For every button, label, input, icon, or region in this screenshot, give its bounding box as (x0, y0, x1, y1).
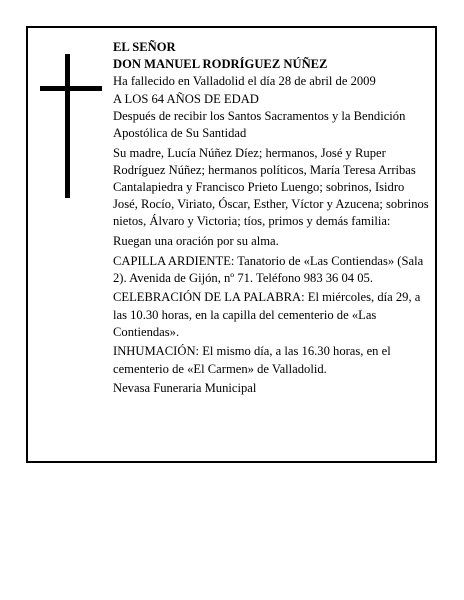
deceased-name: DON MANUEL RODRÍGUEZ NÚÑEZ (113, 57, 328, 72)
cross-horizontal-bar (40, 86, 102, 91)
death-date: Ha fallecido en Valladolid el día 28 de abril de 2009 (113, 74, 376, 89)
funeral-home: Nevasa Funeraria Municipal (113, 381, 257, 396)
cross-vertical-bar (65, 54, 70, 198)
age-statement: A LOS 64 AÑOS DE EDAD (113, 91, 259, 106)
burial-info: INHUMACIÓN: El mismo día, a las 16.30 horas, en el cementerio de «El Carmen» de Valladolid. (113, 344, 391, 376)
ceremony-info: CELEBRACIÓN DE LA PALABRA: El miércoles, día 29, a las 10.30 horas, en la capilla del cementerio de «Las Contiendas». (113, 290, 421, 339)
chapel-info: CAPILLA ARDIENTE: Tanatorio de «Las Contiendas» (Sala 2). Avenida de Gijón, nº 71. Teléfono 983 36 04 05. (113, 253, 424, 285)
latin-cross-icon (40, 54, 102, 198)
family-list: Su madre, Lucía Núñez Díez; hermanos, José y Ruper Rodríguez Núñez; hermanos políticos, María Teresa Arribas Cantalapiedra y Francisco Prieto Luengo; sobrinos, Isidro José, Rocío, Viriato, Óscar, Esther, Víctor y Azucena; sobrinos nietos, Álvaro y Victoria; tíos, primos y demás familia: (113, 145, 429, 229)
prayer-request: Ruegan una oración por su alma. (113, 234, 279, 249)
obituary-text (113, 39, 431, 400)
honorific-heading: EL SEÑOR (113, 40, 176, 54)
sacraments-statement: Después de recibir los Santos Sacramentos y la Bendición Apostólica de Su Santidad (113, 108, 406, 141)
